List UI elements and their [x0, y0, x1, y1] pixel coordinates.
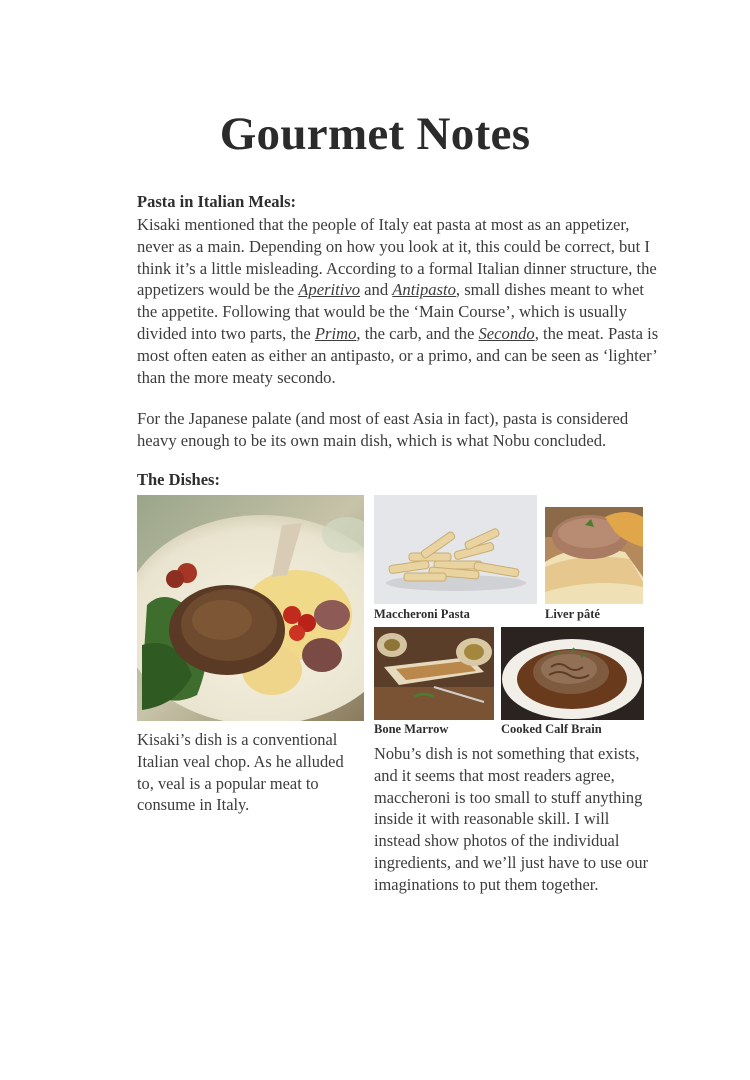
paragraph-text: , small dishes meant to whet the appetite. Following that would be the ‘Main Course’, which is usually divided into two parts, the	[137, 280, 644, 343]
section-heading-pasta: Pasta in Italian Meals:	[137, 192, 297, 211]
paragraph-text: , the carb, and the	[356, 323, 479, 343]
caption-liver: Liver pâté	[545, 607, 600, 621]
caption-calf-brain: Cooked Calf Brain	[501, 722, 602, 736]
page-title: Gourmet Notes	[219, 108, 531, 160]
liver-pate-photo	[545, 507, 643, 604]
paragraph-pasta-meals	[137, 214, 667, 388]
term-antipasto: Antipasto	[392, 280, 456, 300]
caption-bone-marrow: Bone Marrow	[374, 722, 449, 736]
paragraph-text: and	[360, 280, 393, 300]
paragraph-text: , the meat. Pasta is most often eaten as either an antipasto, or a primo, and can be seen as ‘lighter’ than the more meaty secondo.	[137, 323, 659, 387]
section-heading-dishes: The Dishes:	[137, 470, 220, 489]
paragraph-japanese-palate: For the Japanese palate (and most of east Asia in fact), pasta is considered heavy enough to be its own main dish, which is what Nobu concluded.	[137, 409, 629, 450]
term-secondo: Secondo	[478, 323, 535, 343]
calf-brain-photo	[501, 627, 644, 720]
bone-marrow-photo	[374, 627, 494, 720]
term-aperitivo: Aperitivo	[298, 280, 361, 300]
caption-maccheroni: Maccheroni Pasta	[374, 607, 470, 621]
nobu-dish-description: Nobu’s dish is not something that exists, and it seems that most readers agree, maccheroni is too small to stuff anything inside it with reasonable skill. I will instead show photos of the individual ingredients, and we’ll just have to use our imaginations to put them together.	[374, 744, 649, 894]
paragraph-text: Kisaki mentioned that the people of Italy eat pasta at most as an appetizer, never as a main. Depending on how you look at it, this could be correct, but I think it’s a little misleading. According to a formal Italian dinner structure, the appetizers would be the	[137, 215, 657, 300]
veal-dish-description: Kisaki’s dish is a conventional Italian veal chop. As he alluded to, veal is a popular meat to consume in Italy.	[137, 730, 344, 815]
term-primo: Primo	[314, 323, 357, 343]
maccheroni-pasta-photo	[374, 495, 537, 604]
veal-chop-photo	[137, 495, 364, 721]
